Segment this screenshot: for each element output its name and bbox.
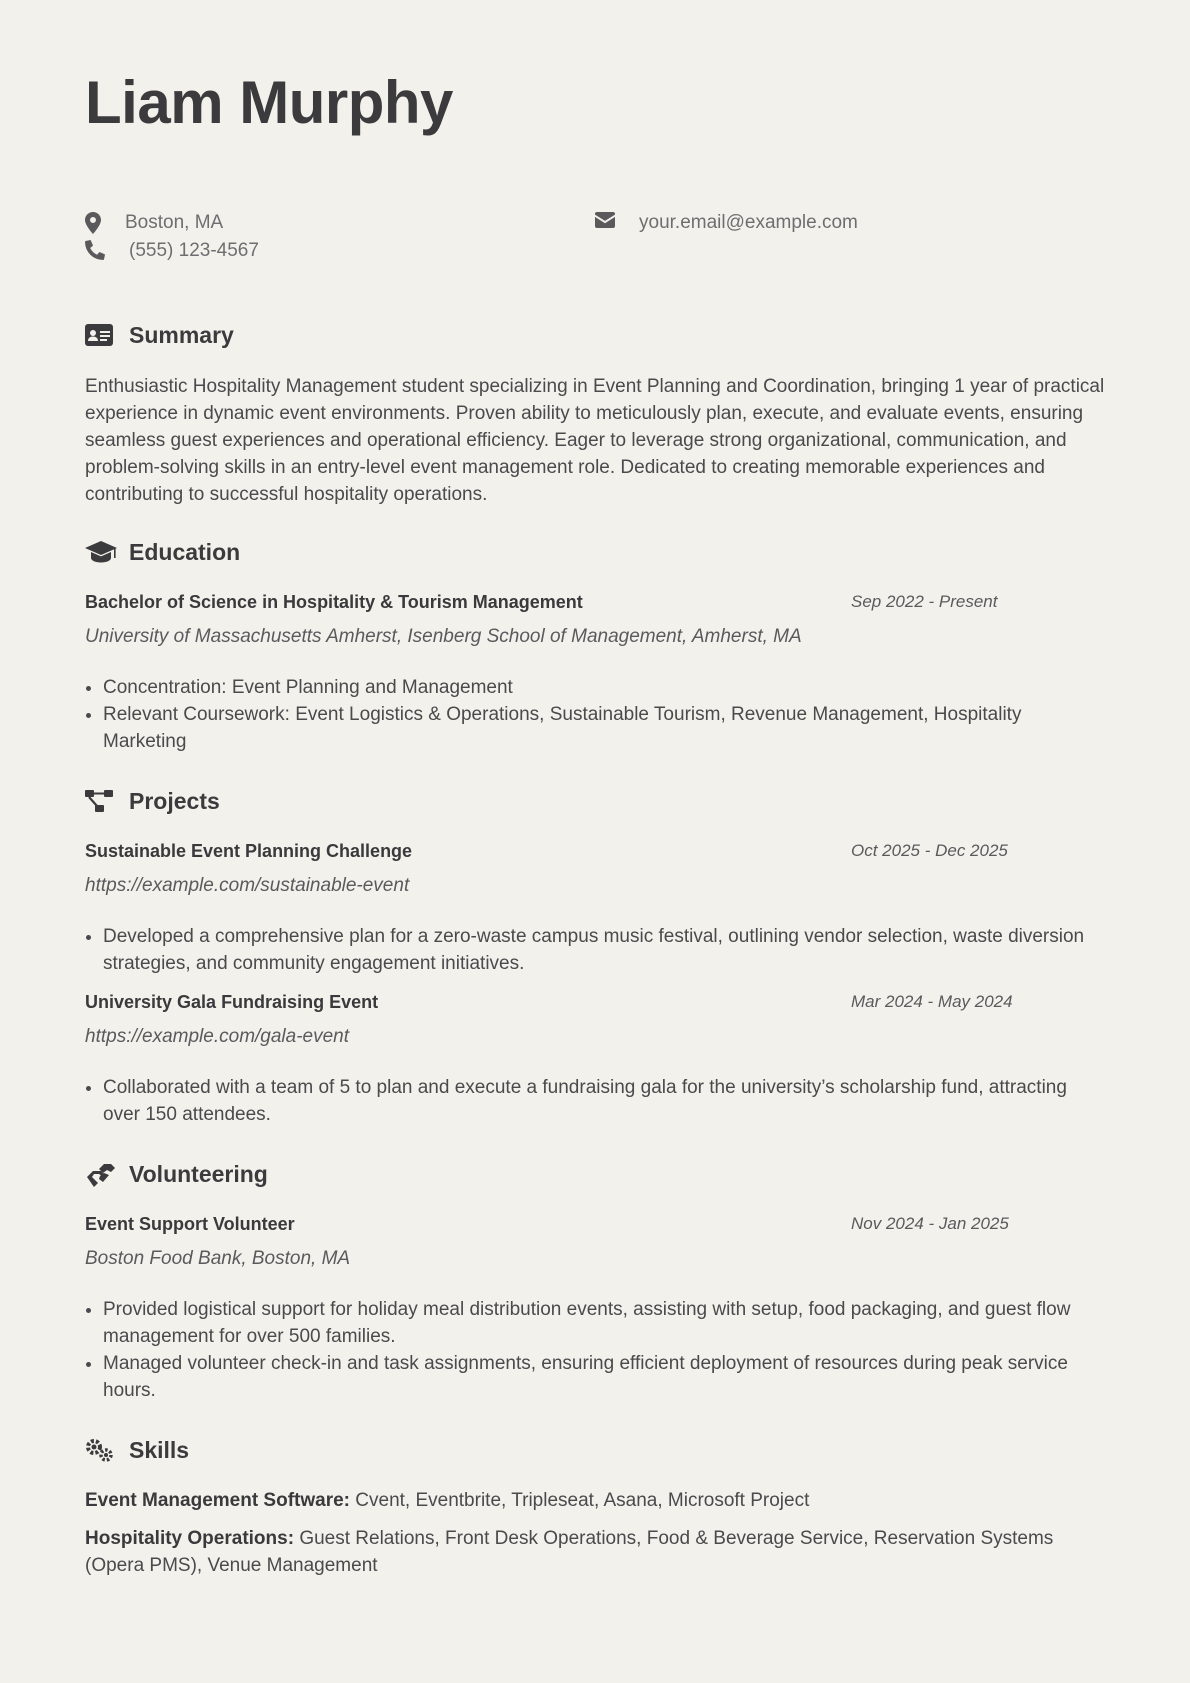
- list-item: • Provided logistical support for holiday meal distribution events, assisting with setup, food packaging, and guest flow management for over 500 families.: [103, 1296, 1105, 1350]
- cogs-icon: [85, 1439, 115, 1463]
- projects-heading: [85, 788, 220, 815]
- volunteer-entry-header: [85, 1214, 1105, 1240]
- graduation-cap-icon: [85, 541, 115, 565]
- phone-text: (555) 123-4567: [129, 240, 259, 261]
- contact-email[interactable]: [595, 212, 858, 234]
- volunteer-org: Boston Food Bank, Boston, MA: [85, 1248, 351, 1269]
- skill-group-label: Event Management Software:: [85, 1490, 350, 1511]
- education-heading: [85, 539, 240, 566]
- project-entry: [85, 841, 1105, 977]
- skill-group-items: Cvent, Eventbrite, Tripleseat, Asana, Microsoft Project: [355, 1490, 810, 1511]
- project-link[interactable]: https://example.com/gala-event: [85, 1026, 350, 1047]
- contact-phone: [85, 240, 259, 262]
- project-diagram-icon: [85, 790, 115, 814]
- projects-title: Projects: [129, 788, 220, 814]
- map-marker-icon: [85, 212, 105, 234]
- education-dates: Sep 2022 - Present: [851, 592, 998, 611]
- education-bullets: [85, 674, 1105, 755]
- project-dates: Oct 2025 - Dec 2025: [851, 841, 1008, 860]
- summary-heading: [85, 322, 234, 349]
- education-entry: [85, 592, 1105, 755]
- contact-info: [85, 210, 1105, 270]
- education-entry-header: [85, 592, 1105, 618]
- candidate-name: Liam Murphy: [85, 69, 453, 136]
- list-item: • Developed a comprehensive plan for a zero-waste campus music festival, outlining vendor selection, waste diversion strategies, and community engagement initiatives.: [103, 923, 1105, 977]
- project-entry: [85, 992, 1105, 1128]
- summary-text: Enthusiastic Hospitality Management student specializing in Event Planning and Coordination, bringing 1 year of practical experience in dynamic event environments. Proven ability to meticulously plan, execute, and evaluate events, ensuring seamless guest experiences and operational efficiency. Eager to leverage strong organizational, communication, and problem-solving skills in an entry-level event management role. Dedicated to creating memorable experiences and contributing to successful hospitality operations.: [85, 376, 1105, 505]
- project-bullets: [85, 923, 1105, 977]
- list-item: • Managed volunteer check-in and task assignments, ensuring efficient deployment of resources during peak service hours.: [103, 1350, 1105, 1404]
- project-name: Sustainable Event Planning Challenge: [85, 841, 413, 861]
- volunteer-entry: [85, 1214, 1105, 1404]
- skills-title: Skills: [129, 1437, 190, 1463]
- email-text[interactable]: your.email@example.com: [639, 212, 858, 233]
- skill-group-label: Hospitality Operations:: [85, 1528, 295, 1549]
- skills-heading: [85, 1437, 189, 1464]
- id-card-icon: [85, 324, 115, 348]
- project-bullets: [85, 1074, 1105, 1128]
- project-link[interactable]: https://example.com/sustainable-event: [85, 875, 410, 896]
- project-entry-header: [85, 841, 1105, 867]
- education-title: Education: [129, 539, 241, 565]
- phone-icon: [85, 240, 105, 262]
- contact-location: [85, 212, 223, 234]
- volunteer-role: Event Support Volunteer: [85, 1214, 295, 1234]
- list-item: • Collaborated with a team of 5 to plan and execute a fundraising gala for the university’s scholarship fund, attracting over 150 attendees.: [103, 1074, 1105, 1128]
- degree-title: Bachelor of Science in Hospitality & Tourism Management: [85, 592, 583, 612]
- skill-group: [85, 1525, 1105, 1579]
- skill-group: [85, 1487, 1105, 1514]
- envelope-icon: [595, 212, 615, 234]
- volunteer-bullets: [85, 1296, 1105, 1404]
- school-name: University of Massachusetts Amherst, Isenberg School of Management, Amherst, MA: [85, 626, 802, 647]
- volunteering-heading: [85, 1161, 268, 1188]
- hands-helping-icon: [85, 1163, 115, 1187]
- project-name: University Gala Fundraising Event: [85, 992, 379, 1012]
- summary-title: Summary: [129, 322, 234, 348]
- project-dates: Mar 2024 - May 2024: [851, 992, 1013, 1011]
- list-item: • Relevant Coursework: Event Logistics & Operations, Sustainable Tourism, Revenue Management, Hospitality Marketing: [103, 701, 1105, 755]
- skills-block: [85, 1487, 1105, 1579]
- volunteering-title: Volunteering: [129, 1161, 268, 1187]
- skill-group-items: Guest Relations, Front Desk Operations, Food & Beverage Service, Reservation Systems (Opera PMS), Venue Management: [85, 1528, 1054, 1576]
- list-item: • Concentration: Event Planning and Management: [103, 674, 1105, 701]
- project-entry-header: [85, 992, 1105, 1018]
- location-text: Boston, MA: [125, 212, 224, 233]
- summary-block: [85, 373, 1105, 508]
- volunteer-dates: Nov 2024 - Jan 2025: [851, 1214, 1009, 1233]
